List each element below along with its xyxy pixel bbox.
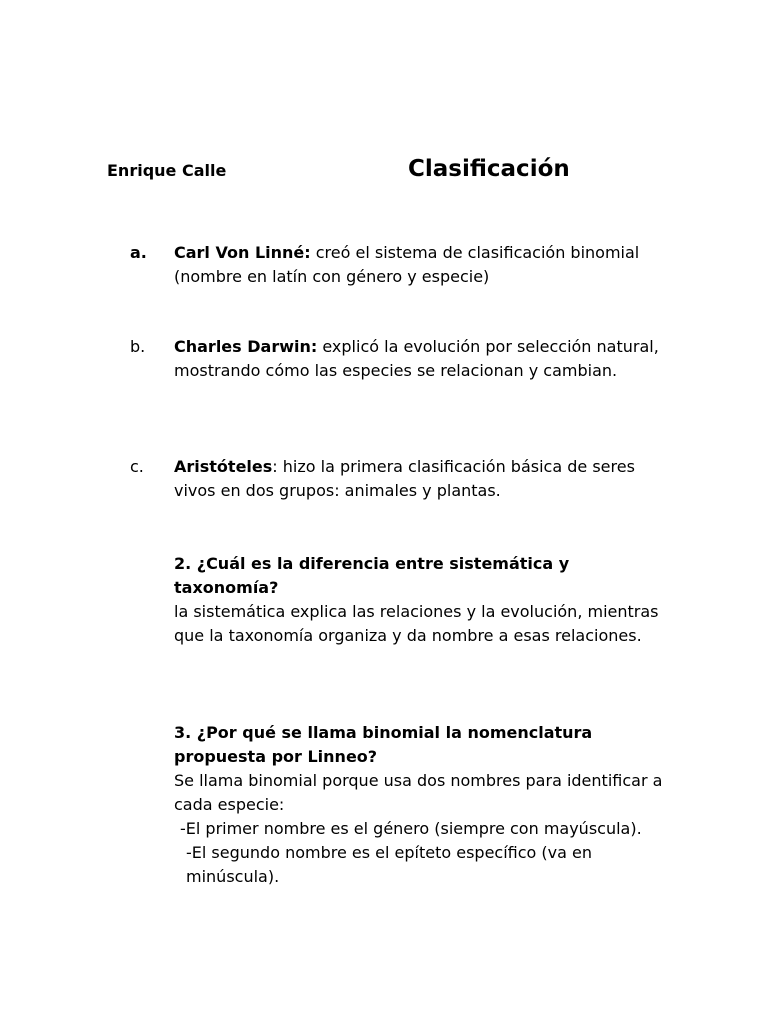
scientist-name: Aristóteles xyxy=(174,457,273,476)
scientist-description: creó el sistema de clasificación binomial (nombre en latín con género y especie) xyxy=(174,243,640,286)
author-name: Enrique Calle xyxy=(107,161,227,180)
answer-3-point-1: -El primer nombre es el género (siempre con mayúscula). xyxy=(180,819,642,838)
answer-2: la sistemática explica las relaciones y la evolución, mientras que la taxonomía organiza y da nombre a esas relaciones. xyxy=(174,602,659,645)
answer-3-point-2: -El segundo nombre es el epíteto específico (va en minúscula). xyxy=(186,843,592,886)
list-item-aristoteles xyxy=(130,455,670,503)
question-2: 2. ¿Cuál es la diferencia entre sistemática y taxonomía? xyxy=(174,554,570,597)
scientist-name: Carl Von Linné: xyxy=(174,243,311,262)
list-item-text xyxy=(174,241,670,289)
list-marker-a: a. xyxy=(130,243,147,262)
list-item-text xyxy=(174,455,670,503)
page-title: Clasificación xyxy=(408,156,570,182)
question-2-block xyxy=(174,552,664,648)
answer-3: Se llama binomial porque usa dos nombres para identificar a cada especie: xyxy=(174,771,663,814)
list-item-darwin xyxy=(130,335,670,383)
scientist-name: Charles Darwin: xyxy=(174,337,318,356)
list-marker-c: c. xyxy=(130,457,144,476)
list-item-linne xyxy=(130,241,670,289)
list-item-text xyxy=(174,335,670,383)
list-marker-b: b. xyxy=(130,337,146,356)
scientist-description: explicó la evolución por selección natural, mostrando cómo las especies se relacionan y cambian. xyxy=(174,337,659,380)
scientist-description: : hizo la primera clasificación básica de seres vivos en dos grupos: animales y plantas. xyxy=(174,457,635,500)
question-3: 3. ¿Por qué se llama binomial la nomenclatura propuesta por Linneo? xyxy=(174,723,593,766)
question-3-block xyxy=(174,721,664,889)
